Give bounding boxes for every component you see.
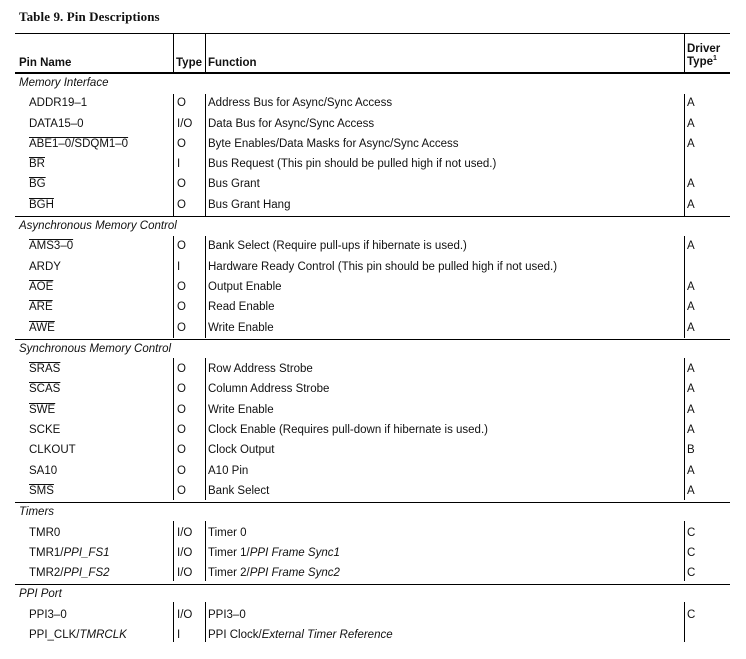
pin-type: O: [177, 280, 186, 293]
pin-function-cell: [208, 567, 340, 579]
pin-type: O: [177, 464, 186, 477]
pin-function-cell: [208, 301, 275, 313]
pin-function: Write Enable: [208, 403, 274, 416]
pin-name-alt: PPI_FS2: [63, 567, 110, 580]
pin-function-cell: [208, 158, 496, 170]
pin-function-cell: [208, 138, 459, 150]
pin-name-cell: [29, 547, 110, 559]
pin-name-cell: [29, 383, 60, 395]
driver-type: A: [687, 363, 695, 376]
column-divider: [173, 236, 174, 338]
pin-name-cell: [29, 301, 53, 313]
header-type: Type: [176, 57, 202, 69]
driver-type: A: [687, 280, 695, 293]
pin-function-cell: [208, 424, 488, 436]
pin-name: SA10: [29, 464, 58, 477]
pin-name-cell: [29, 261, 61, 273]
pin-name: $\overline{BGH}$: [29, 198, 54, 211]
section-title: Synchronous Memory Control: [19, 342, 172, 355]
section-header: [15, 584, 730, 605]
pin-function-cell: [208, 383, 329, 395]
pin-type: O: [177, 301, 186, 314]
pin-function-cell: [208, 240, 467, 252]
pin-type: I: [177, 260, 181, 273]
pin-name-cell: [29, 527, 60, 539]
column-divider: [205, 236, 206, 338]
column-divider: [684, 602, 685, 643]
header-function: Function: [208, 57, 257, 69]
pin-name: PPI3–0: [29, 608, 67, 621]
pin-name: SCKE: [29, 424, 61, 437]
pin-name: TMR1/: [29, 546, 64, 559]
pin-function-cell: [208, 485, 269, 497]
table-row: [15, 115, 730, 135]
pin-type: I/O: [177, 546, 193, 559]
pin-function-cell: [208, 465, 248, 477]
pin-type: O: [177, 444, 186, 457]
pin-name-cell: [29, 485, 54, 497]
pin-descriptions-table: [15, 33, 730, 646]
pin-type: I/O: [177, 567, 193, 580]
table-row: [15, 258, 730, 278]
pin-function-cell: [208, 363, 313, 375]
pin-name-cell: [29, 281, 53, 293]
driver-type: B: [687, 444, 695, 457]
table-row: [15, 135, 730, 155]
pin-name-cell: [29, 404, 55, 416]
driver-type: C: [687, 546, 696, 559]
pin-function-cell: [208, 444, 274, 456]
table-row: [15, 606, 730, 626]
pin-function-cell: [208, 629, 393, 641]
pin-function-cell: [208, 199, 290, 211]
pin-function-cell: [208, 609, 246, 621]
pin-type: O: [177, 97, 186, 110]
driver-type: C: [687, 567, 696, 580]
section-title: Timers: [19, 506, 55, 519]
pin-name: $\overline{BG}$: [29, 178, 46, 191]
pin-name-cell: [29, 363, 60, 375]
pin-function-cell: [208, 547, 340, 559]
header-driver-line1: Driver: [687, 43, 721, 55]
pin-function-cell: [208, 527, 247, 539]
pin-name: TMR2/: [29, 567, 64, 580]
table-row: [15, 319, 730, 339]
pin-name-cell: [29, 424, 60, 436]
section-header: [15, 502, 730, 523]
table-row: [15, 278, 730, 298]
table-row: [15, 626, 730, 646]
column-divider: [684, 521, 685, 582]
pin-function-alt: External Timer Reference: [261, 629, 393, 642]
section-title: Asynchronous Memory Control: [19, 220, 177, 233]
pin-function: Row Address Strobe: [208, 363, 313, 376]
pin-name: $\overline{ARE}$: [29, 301, 53, 314]
table-row: [15, 360, 730, 380]
header-divider: [684, 34, 685, 72]
pin-function: Bank Select (Require pull-ups if hibernate is used.): [208, 240, 467, 253]
pin-function-cell: [208, 118, 374, 130]
pin-type: I: [177, 158, 181, 171]
header-divider: [173, 34, 174, 72]
pin-function: Address Bus for Async/Sync Access: [208, 97, 393, 110]
header-driver-line2: Type: [687, 56, 713, 68]
pin-name: $\overline{AWE}$: [29, 321, 55, 334]
pin-type: O: [177, 363, 186, 376]
driver-type: A: [687, 117, 695, 130]
section-title: Memory Interface: [19, 77, 109, 89]
table-row: [15, 421, 730, 441]
pin-name: PPI_CLK/: [29, 629, 80, 642]
header-driver-type: [687, 43, 720, 69]
table-row: [15, 401, 730, 421]
pin-function: Bus Grant Hang: [208, 198, 291, 211]
pin-function: Clock Output: [208, 444, 275, 457]
table-row: [15, 482, 730, 502]
driver-type: A: [687, 137, 695, 150]
driver-type: A: [687, 178, 695, 191]
driver-type: A: [687, 301, 695, 314]
header-pin-name: Pin Name: [19, 57, 72, 69]
pin-function: Clock Enable (Requires pull-down if hibernate is used.): [208, 424, 488, 437]
column-divider: [173, 521, 174, 582]
pin-name: $\overline{BR}$: [29, 158, 45, 171]
pin-name-cell: [29, 240, 73, 252]
pin-type: O: [177, 198, 186, 211]
pin-type: O: [177, 424, 186, 437]
pin-function-alt: PPI Frame Sync2: [249, 567, 340, 580]
pin-type: O: [177, 403, 186, 416]
table-header: [15, 34, 730, 74]
table-row: [15, 524, 730, 544]
pin-function: Timer 0: [208, 526, 247, 539]
section-title: PPI Port: [19, 588, 62, 601]
pin-name: CLKOUT: [29, 444, 76, 457]
pin-function-cell: [208, 261, 557, 273]
pin-name: $\overline{AOE}$: [29, 280, 54, 293]
pin-name-cell: [29, 567, 110, 579]
driver-type: A: [687, 403, 695, 416]
pin-function-cell: [208, 322, 274, 334]
pin-name-cell: [29, 158, 45, 170]
table-body: [15, 74, 730, 646]
column-divider: [205, 358, 206, 500]
driver-type: A: [687, 198, 695, 211]
table-row: [15, 237, 730, 257]
table-row: [15, 544, 730, 564]
pin-name-cell: [29, 465, 57, 477]
pin-name-cell: [29, 322, 55, 334]
driver-type: A: [687, 321, 695, 334]
column-divider: [173, 602, 174, 643]
pin-type: O: [177, 321, 186, 334]
pin-function: Timer 2/: [208, 567, 250, 580]
table-row: [15, 196, 730, 216]
pin-function-cell: [208, 281, 282, 293]
pin-type: I: [177, 629, 181, 642]
pin-name: $\overline{SWE}$: [29, 403, 56, 416]
pin-function: PPI3–0: [208, 608, 246, 621]
pin-type: O: [177, 240, 186, 253]
pin-name-cell: [29, 199, 54, 211]
header-driver-footnote: 1: [713, 55, 717, 63]
table-title: Table 9. Pin Descriptions: [19, 9, 160, 24]
pin-function: Data Bus for Async/Sync Access: [208, 117, 375, 130]
table-row: [15, 462, 730, 482]
pin-function: Column Address Strobe: [208, 383, 330, 396]
pin-name: $\overline{SMS}$: [29, 484, 54, 497]
section-header: [15, 216, 730, 237]
pin-function: Hardware Ready Control (This pin should be pulled high if not used.): [208, 260, 558, 273]
section-header: [15, 74, 730, 94]
pin-function: Bus Request (This pin should be pulled high if not used.): [208, 158, 497, 171]
column-divider: [173, 358, 174, 500]
pin-name-cell: [29, 609, 67, 621]
pin-function: Read Enable: [208, 301, 275, 314]
pin-function: Byte Enables/Data Masks for Async/Sync Access: [208, 137, 459, 150]
column-divider: [684, 236, 685, 338]
driver-type: A: [687, 464, 695, 477]
driver-type: C: [687, 526, 696, 539]
pin-type: O: [177, 178, 186, 191]
header-divider: [205, 34, 206, 72]
pin-name-alt: TMRCLK: [79, 629, 127, 642]
pin-function: Write Enable: [208, 321, 274, 334]
pin-name: ADDR19–1: [29, 97, 88, 110]
pin-name-cell: [29, 178, 46, 190]
pin-type: O: [177, 383, 186, 396]
pin-type: O: [177, 137, 186, 150]
table-row: [15, 155, 730, 175]
table-row: [15, 175, 730, 195]
pin-name: AMS3–0: [29, 240, 74, 253]
pin-function: Output Enable: [208, 280, 282, 293]
pin-function: Bank Select: [208, 484, 270, 497]
column-divider: [205, 94, 206, 216]
driver-type: A: [687, 240, 695, 253]
table-row: [15, 564, 730, 584]
pin-name-cell: [29, 97, 87, 109]
column-divider: [205, 602, 206, 643]
pin-name: SCAS: [29, 383, 61, 396]
pin-name: TMR0: [29, 526, 61, 539]
table-row: [15, 380, 730, 400]
pin-name-cell: [29, 118, 84, 130]
section-header: [15, 339, 730, 360]
pin-function: A10 Pin: [208, 464, 249, 477]
pin-function-cell: [208, 178, 260, 190]
pin-function-cell: [208, 404, 274, 416]
driver-type: A: [687, 424, 695, 437]
driver-type: A: [687, 383, 695, 396]
driver-type: C: [687, 608, 696, 621]
pin-type: I/O: [177, 117, 193, 130]
pin-name: DATA15–0: [29, 117, 84, 130]
pin-name: ARDY: [29, 260, 61, 273]
pin-name: SRAS: [29, 363, 61, 376]
pin-function-alt: PPI Frame Sync1: [249, 546, 340, 559]
pin-name-cell: [29, 444, 76, 456]
driver-type: A: [687, 97, 695, 110]
pin-type: O: [177, 484, 186, 497]
column-divider: [684, 94, 685, 216]
column-divider: [205, 521, 206, 582]
column-divider: [684, 358, 685, 500]
pin-function: Timer 1/: [208, 546, 250, 559]
table-row: [15, 441, 730, 461]
table-row: [15, 94, 730, 114]
column-divider: [173, 94, 174, 216]
pin-function: PPI Clock/: [208, 629, 262, 642]
table-row: [15, 298, 730, 318]
pin-name-cell: [29, 138, 128, 150]
pin-name: ABE1–0/SDQM1–0: [29, 137, 129, 150]
pin-function-cell: [208, 97, 392, 109]
pin-type: I/O: [177, 608, 193, 621]
pin-type: I/O: [177, 526, 193, 539]
pin-function: Bus Grant: [208, 178, 260, 191]
driver-type: A: [687, 484, 695, 497]
pin-name-cell: [29, 629, 127, 641]
pin-name-alt: PPI_FS1: [63, 546, 110, 559]
